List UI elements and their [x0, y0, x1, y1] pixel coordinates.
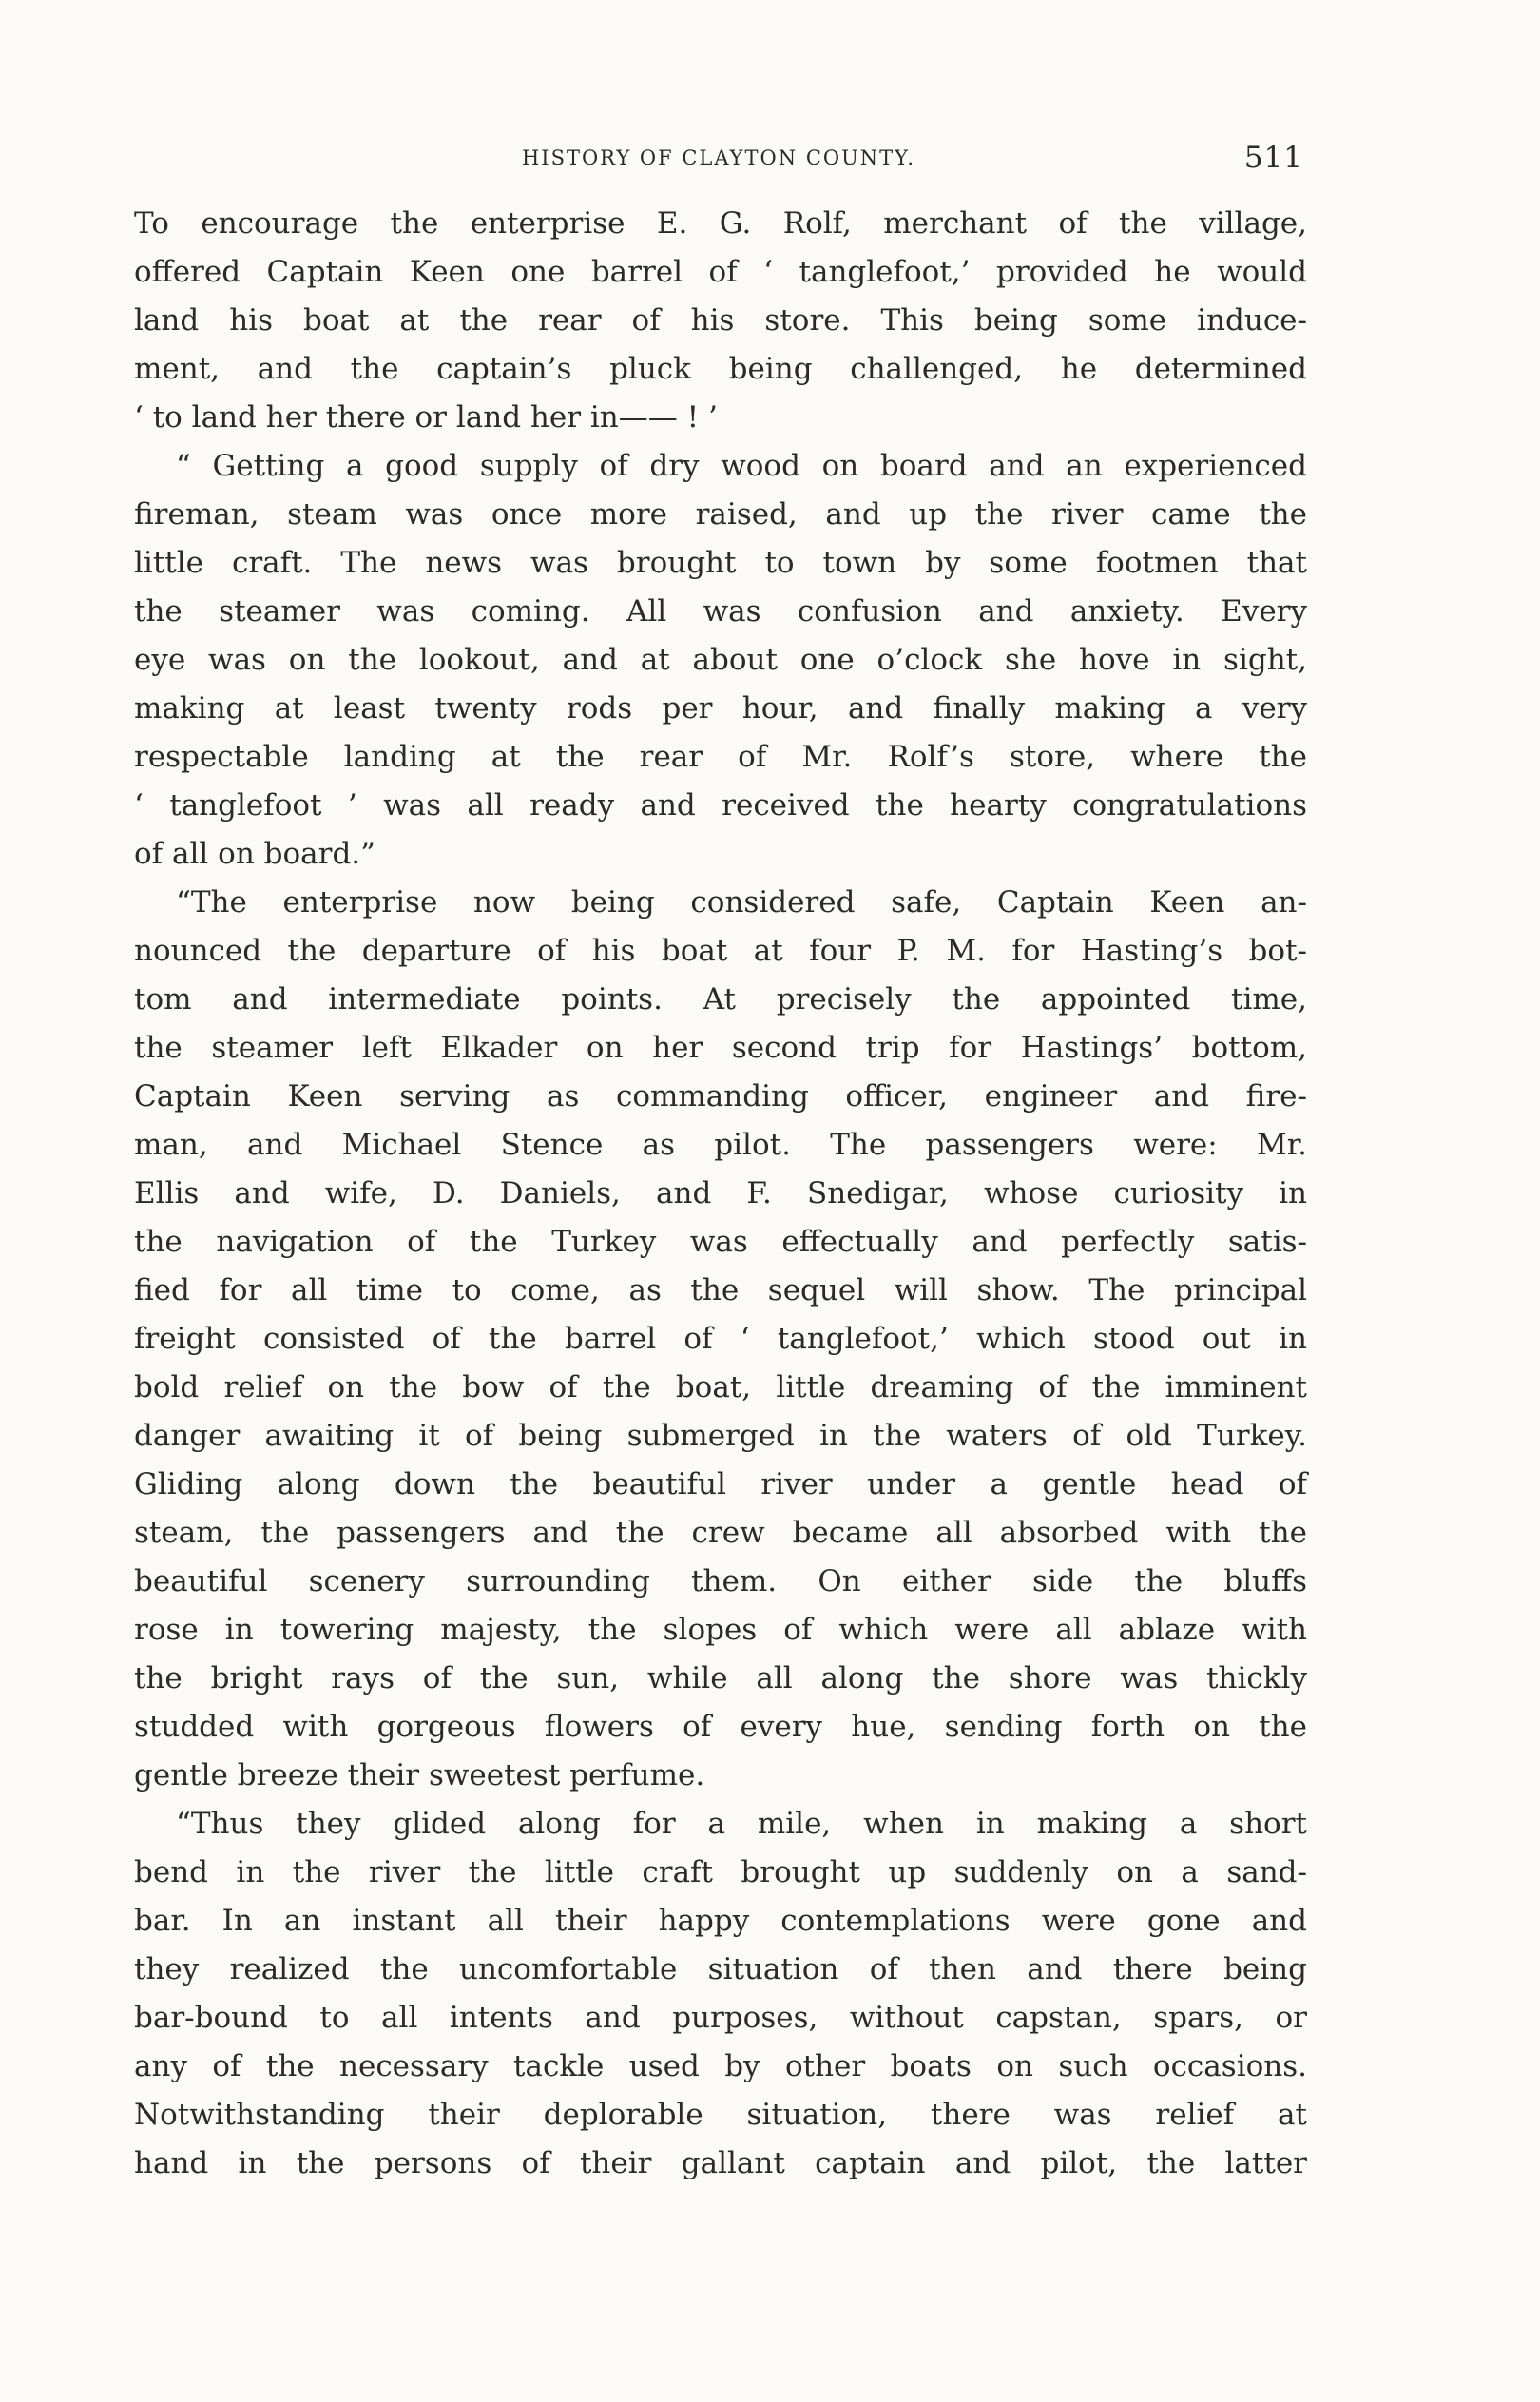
text-line: ment, and the captain’s pluck being challenged, he determined [134, 352, 1307, 386]
text-line: offered Captain Keen one barrel of ‘ tanglefoot,’ provided he would [134, 255, 1307, 289]
text-line: the bright rays of the sun, while all along the shore was thickly [134, 1661, 1307, 1695]
text-line: To encourage the enterprise E. G. Rolf, merchant of the village, [134, 206, 1307, 241]
text-line: making at least twenty rods per hour, and finally making a very [134, 691, 1307, 726]
text-line: beautiful scenery surrounding them. On either side the bluffs [134, 1564, 1307, 1598]
text-line: the steamer was coming. All was confusion and anxiety. Every [134, 594, 1307, 629]
text-line: bend in the river the little craft brought up suddenly on a sand- [134, 1855, 1307, 1889]
text-line: of all on board.” [134, 837, 375, 871]
text-line: bar-bound to all intents and purposes, without capstan, spars, or [134, 2001, 1307, 2035]
text-line: Ellis and wife, D. Daniels, and F. Snedigar, whose curiosity in [134, 1176, 1307, 1211]
text-line: little craft. The news was brought to town by some footmen that [134, 546, 1307, 580]
text-line: ‘ tanglefoot ’ was all ready and received the hearty congratulations [134, 788, 1307, 823]
text-line: respectable landing at the rear of Mr. Rolf’s store, where the [134, 740, 1307, 774]
text-line: tom and intermediate points. At precisely the appointed time, [134, 982, 1307, 1017]
text-line: Gliding along down the beautiful river under a gentle head of [134, 1467, 1307, 1501]
running-head [134, 139, 1303, 177]
text-line: hand in the persons of their gallant captain and pilot, the latter [134, 2146, 1307, 2180]
text-line: bold relief on the bow of the boat, little dreaming of the imminent [134, 1370, 1307, 1404]
text-line: studded with gorgeous flowers of every hue, sending forth on the [134, 1710, 1307, 1744]
text-line: man, and Michael Stence as pilot. The passengers were: Mr. [134, 1128, 1307, 1162]
text-line: “ Getting a good supply of dry wood on board and an experienced [176, 449, 1307, 483]
text-line: the steamer left Elkader on her second trip for Hastings’ bottom, [134, 1031, 1307, 1065]
text-line: Captain Keen serving as commanding officer, engineer and fire- [134, 1079, 1307, 1114]
body-text [134, 200, 1307, 2188]
text-line: eye was on the lookout, and at about one o’clock she hove in sight, [134, 643, 1307, 677]
text-line: ‘ to land her there or land her in—— ! ’ [134, 400, 718, 435]
text-line: they realized the uncomfortable situation of then and there being [134, 1952, 1307, 1986]
text-line: fireman, steam was once more raised, and up the river came the [134, 497, 1307, 532]
text-line: bar. In an instant all their happy contemplations were gone and [134, 1904, 1307, 1938]
text-line: Notwithstanding their deplorable situation, there was relief at [134, 2098, 1307, 2132]
text-line: “Thus they glided along for a mile, when in making a short [176, 1807, 1307, 1841]
page-number: 511 [1243, 141, 1303, 175]
text-line: any of the necessary tackle used by other boats on such occasions. [134, 2049, 1307, 2083]
text-line: fied for all time to come, as the sequel will show. The principal [134, 1273, 1307, 1308]
text-line: nounced the departure of his boat at four P. M. for Hasting’s bot- [134, 934, 1307, 968]
text-line: danger awaiting it of being submerged in the waters of old Turkey. [134, 1419, 1307, 1453]
text-line: “The enterprise now being considered safe, Captain Keen an- [176, 885, 1307, 920]
text-line: rose in towering majesty, the slopes of which were all ablaze with [134, 1613, 1307, 1647]
running-title: HISTORY OF CLAYTON COUNTY. [521, 146, 916, 169]
text-line: the navigation of the Turkey was effectually and perfectly satis- [134, 1225, 1307, 1259]
text-line: freight consisted of the barrel of ‘ tanglefoot,’ which stood out in [134, 1322, 1307, 1356]
text-line: gentle breeze their sweetest perfume. [134, 1758, 705, 1792]
text-line: steam, the passengers and the crew became all absorbed with the [134, 1516, 1307, 1550]
text-line: land his boat at the rear of his store. This being some induce- [134, 303, 1307, 338]
